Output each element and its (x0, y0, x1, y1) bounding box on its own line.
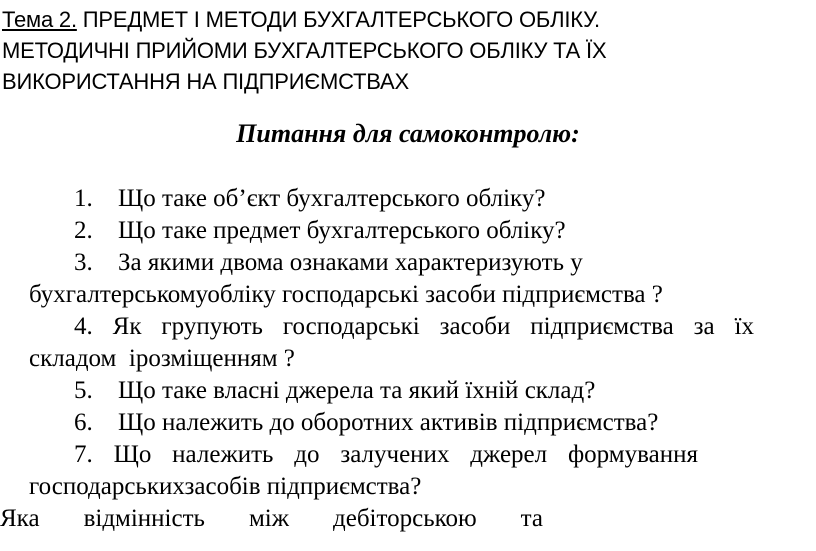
section-subtitle: Питання для самоконтролю: (236, 119, 580, 148)
question-word: дебіторською (333, 505, 477, 532)
question-7 (74, 439, 698, 471)
topic-heading (2, 4, 802, 97)
topic-heading-line-2: МЕТОДИЧНІ ПРИЙОМИ БУХГАЛТЕРСЬКОГО ОБЛІКУ ТА ЇХ (2, 38, 607, 63)
question-3 (74, 247, 583, 279)
topic-heading-line-1 (2, 4, 802, 35)
question-text: За якими двома ознаками характеризують у (118, 249, 583, 276)
question-3-continuation: бухгалтерськомуобліку господарські засоби підприємства ? (29, 281, 663, 308)
question-7-continuation: господарськихзасобів підприємства? (29, 473, 422, 500)
topic-heading-line-3: ВИКОРИСТАННЯ НА ПІДПРИЄМСТВАХ (2, 69, 409, 94)
question-word: за (693, 313, 715, 340)
question-6 (74, 407, 658, 439)
question-word: підприємства (530, 313, 674, 340)
question-8-partial (0, 503, 543, 535)
question-number: 6. (74, 409, 93, 436)
topic-title-part-1: ПРЕДМЕТ І МЕТОДИ БУХГАЛТЕРСЬКОГО ОБЛІКУ. (76, 7, 600, 32)
question-text: Що таке власні джерела та який їхній склад? (118, 377, 596, 404)
question-5 (74, 375, 595, 407)
question-4 (74, 311, 754, 343)
question-number: 3. (74, 249, 93, 276)
question-text: Що таке предмет бухгалтерського обліку? (118, 217, 566, 244)
question-4-continuation: складом ірозміщенням ? (29, 345, 295, 372)
question-1 (74, 183, 545, 215)
question-word: залучених (340, 441, 450, 468)
question-word: господарські (282, 313, 420, 340)
topic-label: Тема 2. (2, 7, 77, 32)
question-word: належить (172, 441, 274, 468)
question-text: Що належить до оборотних активів підприємства? (118, 409, 659, 436)
question-number: 4. (74, 313, 93, 340)
question-word: Як (112, 313, 142, 340)
question-word: та (520, 505, 543, 532)
question-number: 5. (74, 377, 93, 404)
question-word: джерел (470, 441, 548, 468)
question-number: 1. (74, 185, 93, 212)
question-word: групують (161, 313, 263, 340)
question-number: 2. (74, 217, 93, 244)
question-word: їх (734, 313, 754, 340)
question-word: засоби (439, 313, 511, 340)
question-word: Яка (0, 505, 40, 532)
question-word: відмінність (83, 505, 205, 532)
question-word: до (294, 441, 320, 468)
question-word: Що (113, 441, 152, 468)
question-number: 7. (74, 441, 93, 468)
question-text: Що таке об’єкт бухгалтерського обліку? (118, 185, 546, 212)
question-word: між (248, 505, 289, 532)
question-word: формування (567, 441, 698, 468)
question-2 (74, 215, 566, 247)
